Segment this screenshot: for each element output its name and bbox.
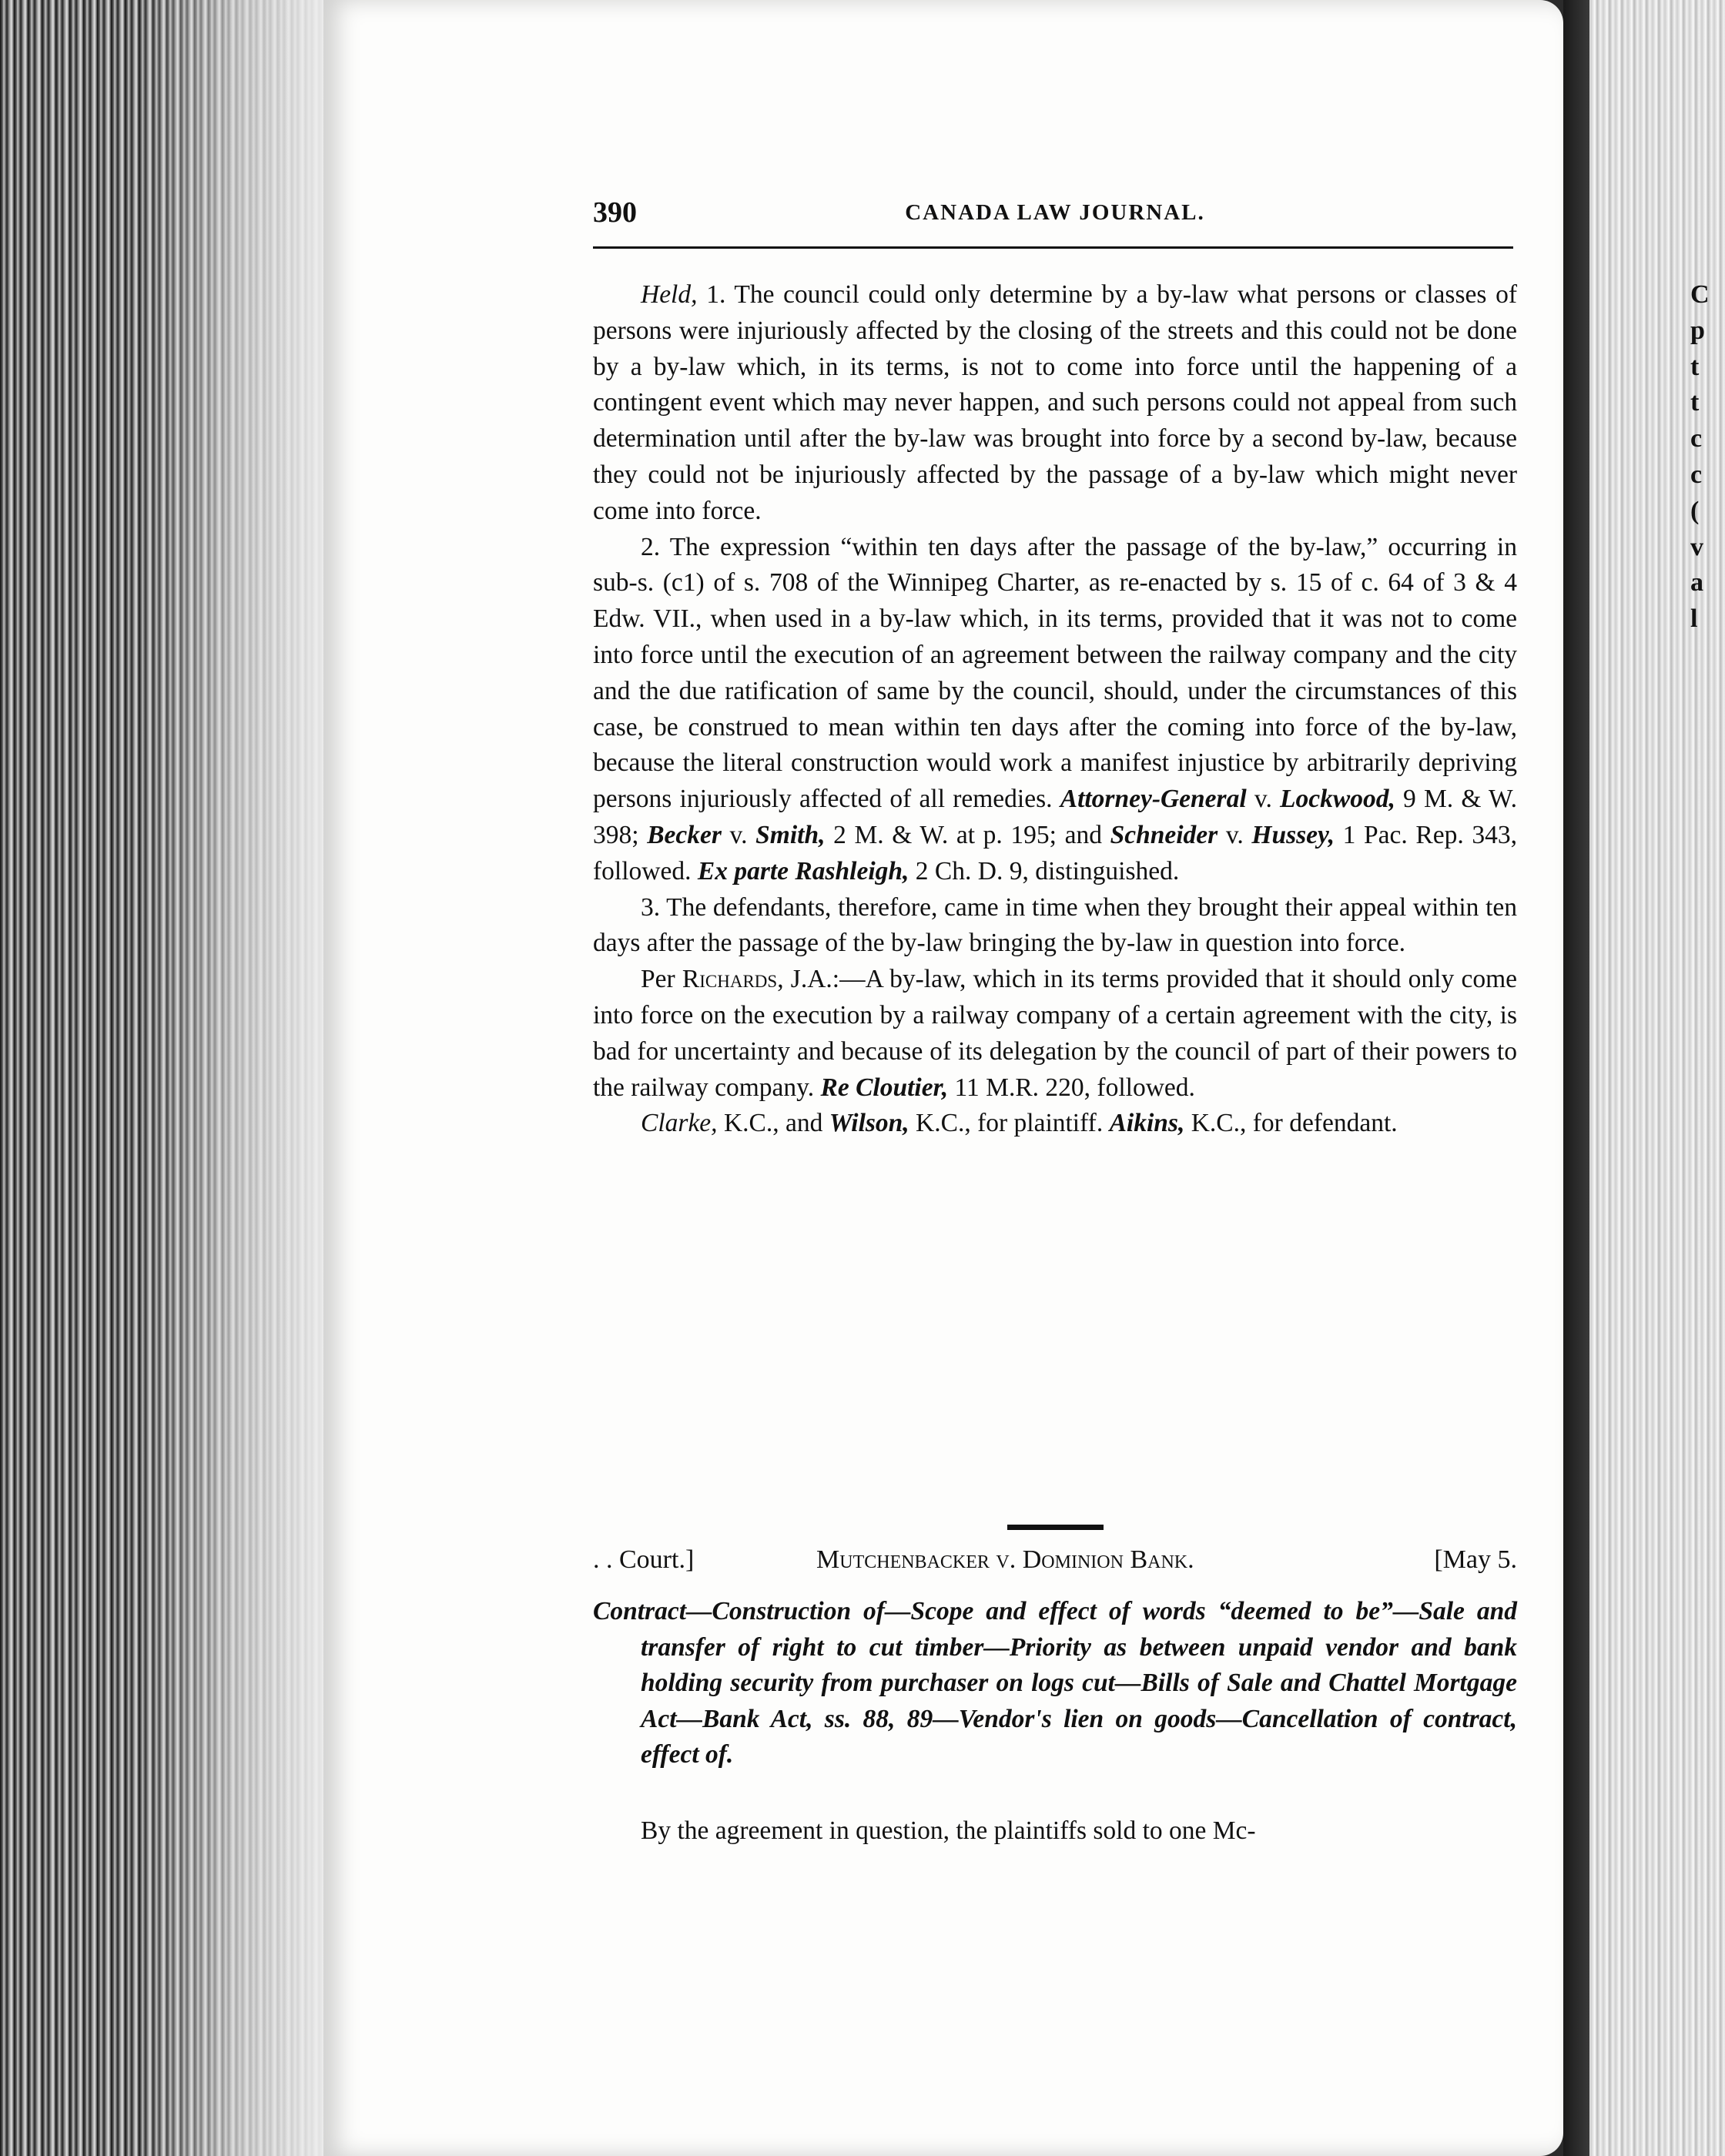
scan-binding-edge bbox=[0, 0, 323, 2156]
margin-letter: ( bbox=[1690, 496, 1700, 525]
counsel-text: K.C., for plaintiff. bbox=[909, 1109, 1110, 1138]
margin-letter: l bbox=[1690, 604, 1698, 634]
citation-case: Ex parte Rashleigh, bbox=[697, 856, 909, 886]
counsel-name: Clarke, bbox=[641, 1109, 718, 1138]
case-parties: Mutchenbacker v. Dominion Bank. bbox=[816, 1545, 1194, 1574]
counsel-text: K.C., for defendant. bbox=[1184, 1109, 1398, 1138]
case-heading bbox=[593, 1545, 1517, 1584]
citation-reference: 9 M. & W. 398; bbox=[593, 785, 1517, 849]
citation-case: Hussey, bbox=[1251, 820, 1335, 849]
margin-letter: t bbox=[1690, 388, 1700, 417]
citation-case: Becker bbox=[647, 820, 722, 849]
judge-name: Richards bbox=[682, 965, 778, 994]
counsel-name: Wilson, bbox=[829, 1109, 909, 1138]
citation-reference: 2 M. & W. at p. 195; and bbox=[825, 820, 1110, 849]
margin-letter: C bbox=[1690, 280, 1710, 309]
held-label: Held, bbox=[641, 280, 698, 309]
margin-letter: c bbox=[1690, 460, 1703, 489]
paragraph-3: 3. The defendants, therefore, came in time when they brought their appeal within ten days after the passage of the by-law bringing the by-law in question into force. bbox=[593, 892, 1517, 958]
per-label: Per bbox=[641, 965, 682, 994]
paragraph-last: By the agreement in question, the plaintiffs sold to one Mc- bbox=[641, 1816, 1256, 1845]
paragraph-2-text: 2. The expression “within ten days after the passage of the by-law,” occurring in sub-s. (c1) of s. 708 of the Winnipeg Charter, as re-enacted by s. 15 of c. 64 of 3 & 4 Edw. VII., when used in a by-law which, in its terms, provided that it was not to come into force until the execution of an agreement between the railway company and the city and the due ratification of same by the council, should, under the circumstances of this case, be construed to mean within ten days after the coming into force of the by-law, because the literal construction would work a manifest injustice by arbitrarily depriving persons injuriously affected of all remedies. bbox=[593, 532, 1517, 814]
margin-letter: t bbox=[1690, 352, 1700, 381]
facing-page-margin bbox=[1690, 277, 1721, 638]
header-rule bbox=[593, 246, 1513, 249]
section-divider bbox=[1007, 1525, 1104, 1530]
case-date: [May 5. bbox=[1434, 1545, 1517, 1574]
body-text bbox=[593, 277, 1517, 1142]
citation-reference: 11 M.R. 220, followed. bbox=[948, 1073, 1195, 1102]
facing-page-strip bbox=[1563, 0, 1589, 2156]
running-title: CANADA LAW JOURNAL. bbox=[905, 200, 1205, 225]
citation-versus: v. bbox=[1246, 785, 1281, 814]
citation-case: Smith, bbox=[755, 820, 826, 849]
citation-reference: 1 Pac. Rep. 343, followed. bbox=[593, 820, 1518, 886]
margin-letter: p bbox=[1690, 316, 1705, 345]
citation-case: Re Cloutier, bbox=[820, 1073, 949, 1102]
citation-versus: v. bbox=[1218, 820, 1252, 849]
court-label: . . Court.] bbox=[593, 1545, 695, 1574]
margin-letter: a bbox=[1690, 568, 1703, 598]
paragraph-2 bbox=[593, 530, 1517, 890]
margin-letter: c bbox=[1690, 424, 1703, 454]
margin-letter: v bbox=[1690, 532, 1703, 561]
citation-reference: 2 Ch. D. 9, distinguished. bbox=[909, 856, 1180, 886]
paragraph-1-text: 1. The council could only determine by a by-law what persons or classes of persons were injuriously affected by the closing of the streets and this could not be done by a by-law which, in its terms, is not to come into force until the happening of a contingent event which may never happen, and such persons could not appeal from such determination until after the by-law was brought into force by a second by-law, because they could not be injuriously affected by the passage of a by-law which might never come into force. bbox=[593, 280, 1517, 525]
headnote: Contract—Construction of—Scope and effect of words “deemed to be”—Sale and transfer of right to cut timber—Priority as between unpaid vendor and bank holding security from purchaser on logs cut—Bills of Sale and Chattel Mortgage Act—Bank Act, ss. 88, 89—Vendor's lien on goods—Cancellation of contract, effect of. bbox=[593, 1597, 1517, 1769]
citation-case: Schneider bbox=[1110, 820, 1218, 849]
counsel-line bbox=[593, 1106, 1517, 1142]
paragraph-held bbox=[593, 277, 1517, 530]
page-number: 390 bbox=[593, 196, 637, 229]
citation-versus: v. bbox=[721, 820, 756, 849]
paragraph-4 bbox=[593, 962, 1517, 1106]
citation-case: Lockwood, bbox=[1280, 785, 1395, 814]
citation-case: Attorney-General bbox=[1060, 785, 1247, 814]
page-header bbox=[593, 191, 1517, 253]
paragraph-4-text: , J.A.:—A by-law, which in its terms provided that it should only come into force on the execution by a railway company of a certain agreement with the city, is bad for uncertainty and because of its delegation by the council of part of their powers to the railway company. bbox=[593, 965, 1517, 1102]
counsel-name: Aikins, bbox=[1109, 1109, 1185, 1138]
counsel-text: K.C., and bbox=[717, 1109, 829, 1138]
